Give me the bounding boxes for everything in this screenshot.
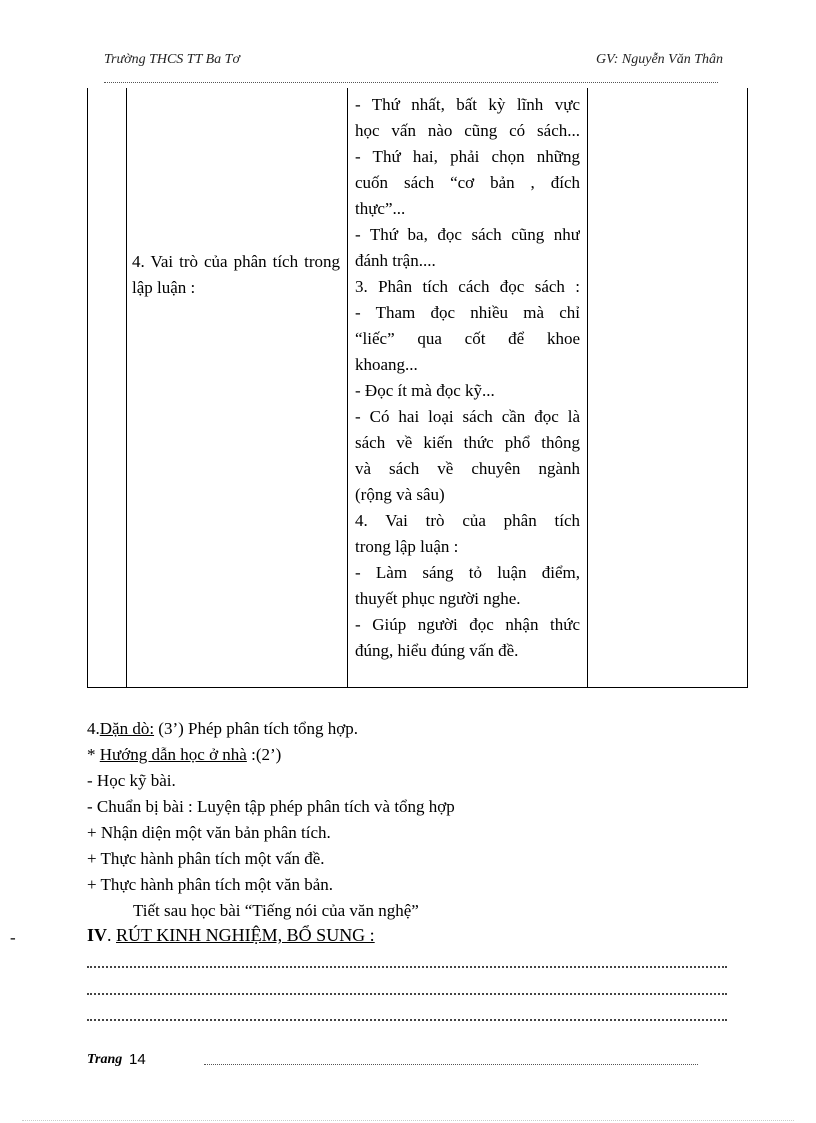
header-divider [104, 82, 718, 83]
content-line: học vấn nào cũng có sách... [355, 121, 580, 140]
homework-item: + Thực hành phân tích một vấn đề. [87, 849, 325, 868]
header-school: Trường THCS TT Ba Tơ [104, 52, 240, 67]
content-line: - Giúp người đọc nhận thức [355, 615, 580, 634]
content-line: - Tham đọc nhiều mà chỉ [355, 303, 580, 322]
content-line: sách về kiến thức phổ thông [355, 433, 580, 452]
section-iv-numeral: IV [87, 925, 108, 945]
section-iv-dot: . [107, 925, 117, 945]
next-lesson-note: Tiết sau học bài “Tiếng nói của văn nghệ” [133, 901, 419, 920]
homework-prefix: 4. [87, 719, 100, 738]
content-line: - Thứ nhất, bất kỳ lĩnh vực [355, 95, 580, 114]
notes-line [87, 1019, 727, 1021]
study-guide-label: Hướng dẫn học ở nhà [99, 745, 247, 764]
content-line: cuốn sách “cơ bản , đích [355, 173, 580, 192]
content-line: 3. Phân tích cách đọc sách : [355, 277, 580, 296]
study-guide-line [87, 742, 281, 768]
content-line: đánh trận.... [355, 251, 436, 270]
homework-item: - Học kỹ bài. [87, 771, 176, 790]
content-line: thực”... [355, 199, 406, 218]
homework-line [87, 716, 358, 742]
page-label: Trang [87, 1052, 123, 1067]
table-border-bottom [87, 687, 748, 688]
content-line: đúng, hiểu đúng vấn đề. [355, 641, 519, 660]
table-border-left [87, 88, 88, 688]
content-line: và sách về chuyên ngành [355, 459, 580, 478]
content-line: thuyết phục người nghe. [355, 589, 521, 608]
study-guide-rest: :(2’) [246, 745, 282, 764]
section-iv-title: RÚT KINH NGHIỆM, BỔ SUNG : [116, 925, 375, 945]
homework-item: + Thực hành phân tích một văn bản. [87, 875, 334, 894]
notes-line [87, 993, 727, 995]
content-line: 4. Vai trò của phân tích [355, 511, 580, 530]
content-line: - Làm sáng tỏ luận điểm, [355, 563, 580, 582]
page-bottom-rule [22, 1120, 794, 1121]
content-line: - Thứ ba, đọc sách cũng như [355, 225, 580, 244]
table-divider-1 [126, 88, 127, 688]
table-border-right [747, 88, 748, 688]
homework-item: + Nhận diện một văn bản phân tích. [87, 823, 331, 842]
table-divider-2 [347, 88, 348, 688]
content-line: “liếc” qua cốt để khoe [355, 329, 580, 348]
header-teacher: GV: Nguyễn Văn Thân [596, 52, 724, 67]
table-divider-3 [587, 88, 588, 688]
content-line: (rộng và sâu) [355, 485, 445, 504]
footer-divider [204, 1064, 698, 1065]
homework-rest: (3’) Phép phân tích tổng hợp. [154, 719, 359, 738]
table-cell-topic: 4. Vai trò của phân tích trong lập luận : [132, 252, 340, 297]
content-line: trong lập luận : [355, 537, 459, 556]
homework-item: - Chuẩn bị bài : Luyện tập phép phân tích và tổng hợp [87, 797, 455, 816]
table-cell-content [355, 92, 580, 664]
content-line: - Đọc ít mà đọc kỹ... [355, 381, 495, 400]
content-line: khoang... [355, 355, 418, 374]
homework-label: Dặn dò: [99, 719, 155, 738]
study-guide-prefix: * [87, 745, 100, 764]
section-iv-heading [87, 925, 375, 946]
stray-dash: - [10, 928, 16, 947]
page-number: 14 [129, 1051, 146, 1068]
notes-line [87, 966, 727, 968]
content-line: - Thứ hai, phải chọn những [355, 147, 580, 166]
content-line: - Có hai loại sách cần đọc là [355, 407, 580, 426]
